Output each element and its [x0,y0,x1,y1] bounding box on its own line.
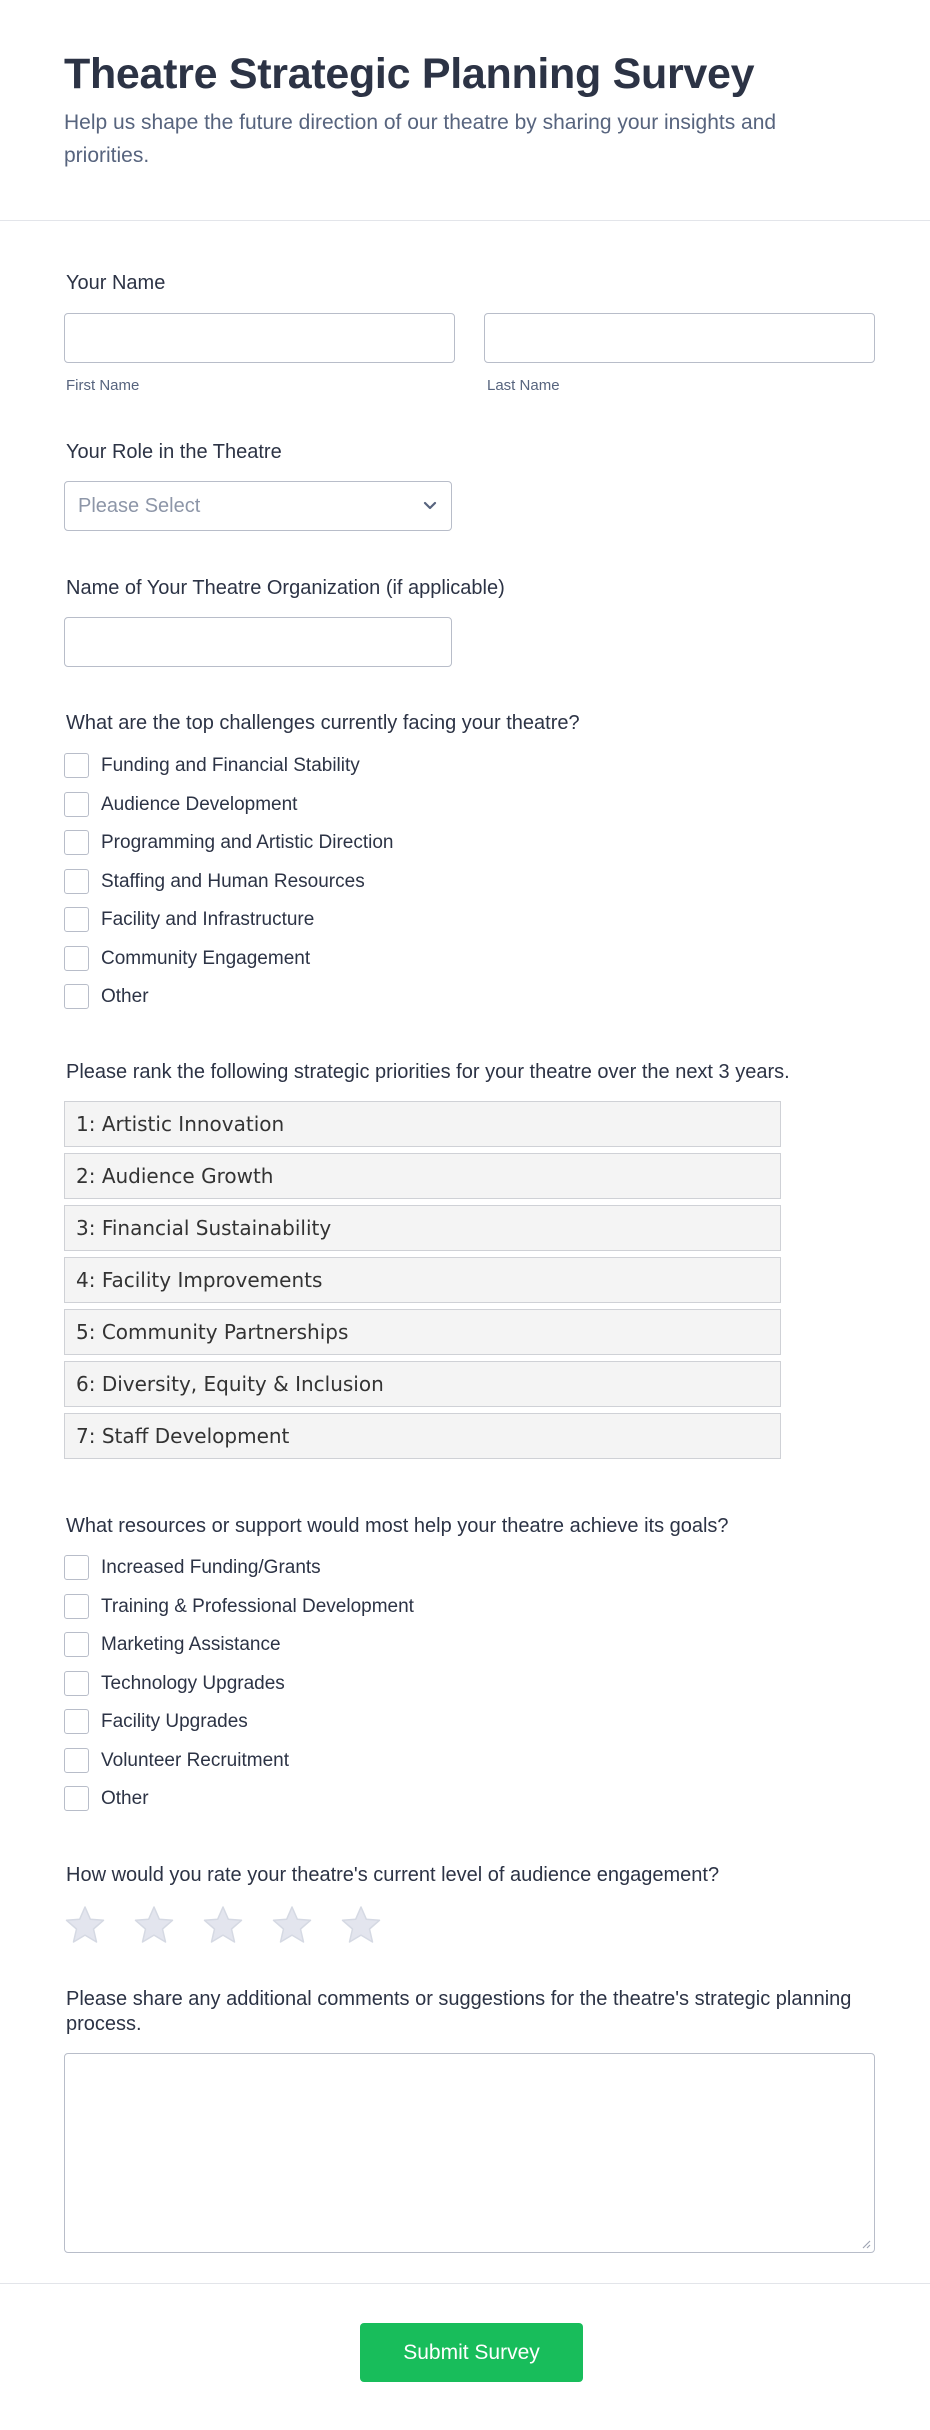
engagement-label: How would you rate your theatre's current level of audience engagement? [66,1864,720,1886]
resource-checkbox[interactable] [64,1709,89,1734]
resource-checkbox[interactable] [64,1748,89,1773]
resource-checkbox[interactable] [64,1594,89,1619]
challenge-checkbox[interactable] [64,753,89,778]
organization-label: Name of Your Theatre Organization (if applicable) [66,577,505,599]
challenge-option-label: Facility and Infrastructure [101,909,315,930]
resource-option-label: Marketing Assistance [101,1634,281,1655]
challenge-checkbox[interactable] [64,792,89,817]
challenge-checkbox[interactable] [64,869,89,894]
ranking-label: Please rank the following strategic priorities for your theatre over the next 3 years. [66,1061,790,1083]
challenges-label: What are the top challenges currently facing your theatre? [66,712,580,734]
comments-textarea[interactable] [64,2053,875,2253]
ranking-item[interactable] [64,1101,781,1147]
submit-button[interactable]: Submit Survey [360,2323,583,2382]
resource-option-label: Training & Professional Development [101,1595,414,1617]
ranking-item-label: 4: Facility Improvements [76,1268,323,1292]
ranking-item-label: 1: Artistic Innovation [76,1112,285,1136]
name-label: Your Name [66,272,166,294]
star-icon[interactable] [64,1904,106,1946]
page-subtitle: Help us shape the future direction of our theatre by sharing your insights and priorities. [64,111,777,167]
resource-option-label: Facility Upgrades [101,1711,248,1732]
star-icon[interactable] [133,1904,175,1946]
organization-input[interactable] [64,617,452,667]
challenge-checkbox[interactable] [64,946,89,971]
resource-option-label: Technology Upgrades [101,1672,285,1694]
resource-option-label: Other [101,1788,149,1809]
challenge-checkbox[interactable] [64,907,89,932]
ranking-item[interactable] [64,1257,781,1303]
challenge-checkbox[interactable] [64,984,89,1009]
challenge-option-label: Audience Development [101,793,298,815]
ranking-item[interactable] [64,1361,781,1407]
role-label: Your Role in the Theatre [66,441,282,463]
first-name-sublabel: First Name [66,377,140,394]
resource-option-label: Volunteer Recruitment [101,1749,289,1771]
star-icon[interactable] [202,1904,244,1946]
resize-handle-icon[interactable] [861,2239,871,2249]
challenge-option-label: Community Engagement [101,947,311,969]
comments-label: Please share any additional comments or suggestions for the theatre's strategic planning process. [66,1988,852,2035]
ranking-item-label: 2: Audience Growth [76,1164,274,1188]
last-name-input[interactable] [484,313,875,363]
role-select-placeholder: Please Select [78,495,201,517]
ranking-item-label: 6: Diversity, Equity & Inclusion [76,1372,384,1396]
ranking-item[interactable] [64,1413,781,1459]
star-icon[interactable] [340,1904,382,1946]
star-icon[interactable] [271,1904,313,1946]
challenge-option-label: Other [101,986,149,1007]
challenge-checkbox[interactable] [64,830,89,855]
role-select[interactable] [64,481,452,531]
resource-checkbox[interactable] [64,1786,89,1811]
resource-checkbox[interactable] [64,1555,89,1580]
resource-option-label: Increased Funding/Grants [101,1557,321,1578]
ranking-item[interactable] [64,1309,781,1355]
challenge-option-label: Funding and Financial Stability [101,755,360,776]
challenge-option-label: Programming and Artistic Direction [101,832,394,853]
resource-checkbox[interactable] [64,1632,89,1657]
resource-checkbox[interactable] [64,1671,89,1696]
ranking-item-label: 5: Community Partnerships [76,1320,349,1344]
ranking-item[interactable] [64,1205,781,1251]
chevron-down-icon [421,496,439,514]
first-name-input[interactable] [64,313,455,363]
page-title: Theatre Strategic Planning Survey [64,50,755,98]
form-header [0,0,930,221]
ranking-item-label: 7: Staff Development [76,1424,290,1448]
last-name-sublabel: Last Name [487,377,560,394]
ranking-item-label: 3: Financial Sustainability [76,1216,332,1240]
ranking-item[interactable] [64,1153,781,1199]
resources-label: What resources or support would most help your theatre achieve its goals? [66,1515,729,1537]
challenge-option-label: Staffing and Human Resources [101,870,365,892]
